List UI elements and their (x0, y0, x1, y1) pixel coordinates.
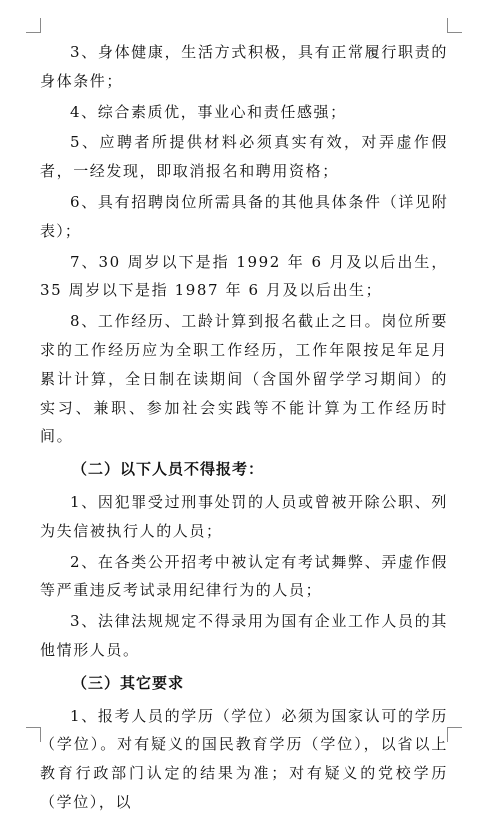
crop-mark-top-left (26, 18, 41, 33)
ineligible-item-2: 2、在各类公开招考中被认定有考试舞弊、弄虚作假等严重违反考试录用纪律行为的人员； (40, 552, 448, 600)
requirement-item-4: 4、综合素质优，事业心和责任感强； (70, 102, 347, 121)
ineligible-item-1: 1、因犯罪受过刑事处罚的人员或曾被开除公职、列为失信被执行人的人员； (40, 492, 448, 540)
crop-mark-top-right (447, 18, 462, 33)
crop-mark-bottom-right (447, 727, 462, 742)
requirement-item-5: 5、应聘者所提供材料必须真实有效，对弄虚作假者，一经发现，即取消报名和聘用资格； (40, 133, 448, 181)
requirement-item-7: 7、30 周岁以下是指 1992 年 6 月及以后出生，35 周岁以下是指 1987 年 6 月及以后出生； (40, 252, 448, 300)
document-body (40, 38, 448, 819)
section-heading-ineligible: （二）以下人员不得报考： (72, 460, 265, 479)
section-heading-other: （三）其它要求 (72, 673, 185, 692)
crop-mark-bottom-left (26, 727, 41, 742)
requirement-item-8: 8、工作经历、工龄计算到报名截止之日。岗位所要求的工作经历应为全职工作经历，工作年限按足年足月累计计算，全日制在读期间（含国外留学学习期间）的实习、兼职、参加社会实践等不能计算为工作经历时间。 (40, 312, 448, 446)
other-requirement-item-1: 1、报考人员的学历（学位）必须为国家认可的学历（学位）。对有疑义的国民教育学历（学位），以省以上教育行政部门认定的结果为准；对有疑义的党校学历（学位），以 (40, 706, 448, 811)
requirement-item-3: 3、身体健康，生活方式积极，具有正常履行职责的身体条件； (40, 43, 448, 90)
requirement-item-6: 6、具有招聘岗位所需具备的其他具体条件（详见附表）； (40, 192, 448, 240)
ineligible-item-3: 3、法律法规规定不得录用为国有企业工作人员的其他情形人员。 (40, 612, 448, 659)
